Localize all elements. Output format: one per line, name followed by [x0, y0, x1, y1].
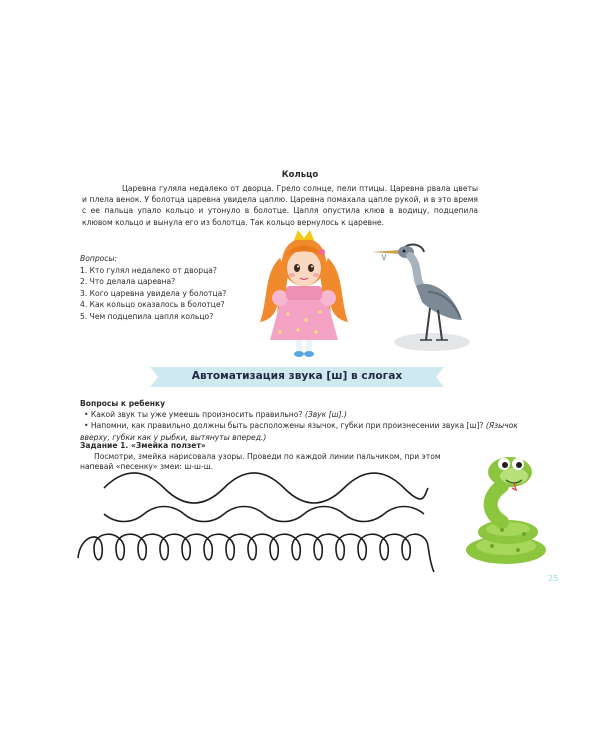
question-text: • Какой звук ты уже умеешь произносить правильно? — [84, 410, 303, 420]
snake-illustration — [462, 450, 552, 568]
child-question-2 — [80, 420, 530, 442]
question-item: 1. Кто гулял недалеко от дворца? — [80, 265, 217, 275]
wave-line-2 — [104, 507, 424, 522]
story-title: Кольцо — [281, 170, 319, 180]
section-banner — [150, 367, 444, 387]
child-questions-heading: Вопросы к ребенку — [80, 399, 166, 408]
story-text: Царевна гуляла недалеко от дворца. Грело солнце, пели птицы. Царевна рвала цветы и плела венок. У болотца царевна увидела цаплю. Царевна помахала цапле рукой, и в это время с ее пальца упало кольцо и утонуло в болотце. Цапля опустила клюв в водицу, подцепила клювом кольцо и вынула его из болотца. Так кольцо вернулось к царевне. — [82, 184, 478, 227]
heron-illustration — [370, 238, 474, 356]
questions-list — [80, 265, 255, 323]
section-title: Автоматизация звука [ш] в слогах — [191, 370, 403, 382]
answer-text: (Язычок вверху, губки как у рыбки, вытянуты вперед.) — [80, 421, 518, 442]
question-item: 5. Чем подцепила цапля кольцо? — [80, 311, 214, 321]
question-text: • Напомни, как правильно должны быть расположены язычок, губки при произнесении звука [ш]? — [84, 421, 484, 431]
task-heading: Задание 1. «Змейка ползет» — [80, 441, 206, 450]
page-number: 25 — [548, 574, 559, 583]
princess-illustration — [258, 222, 350, 362]
loop-line — [78, 534, 434, 572]
questions-heading: Вопросы: — [80, 254, 118, 263]
tracing-patterns — [76, 468, 446, 576]
wave-line-1 — [104, 473, 428, 503]
question-item: 2. Что делала царевна? — [80, 277, 176, 287]
child-questions — [80, 398, 530, 443]
answer-text: (Звук [ш].) — [304, 410, 347, 420]
story-questions — [80, 253, 255, 323]
question-item: 3. Кого царевна увидела у болотца? — [80, 288, 227, 298]
child-question-1 — [80, 409, 530, 420]
question-item: 4. Как кольцо оказалось в болотце? — [80, 300, 225, 310]
task-text: Посмотри, змейка нарисовала узоры. Проведи по каждой линии пальчиком, при этом напевай «песенку» змеи: ш-ш-ш. — [80, 451, 441, 472]
